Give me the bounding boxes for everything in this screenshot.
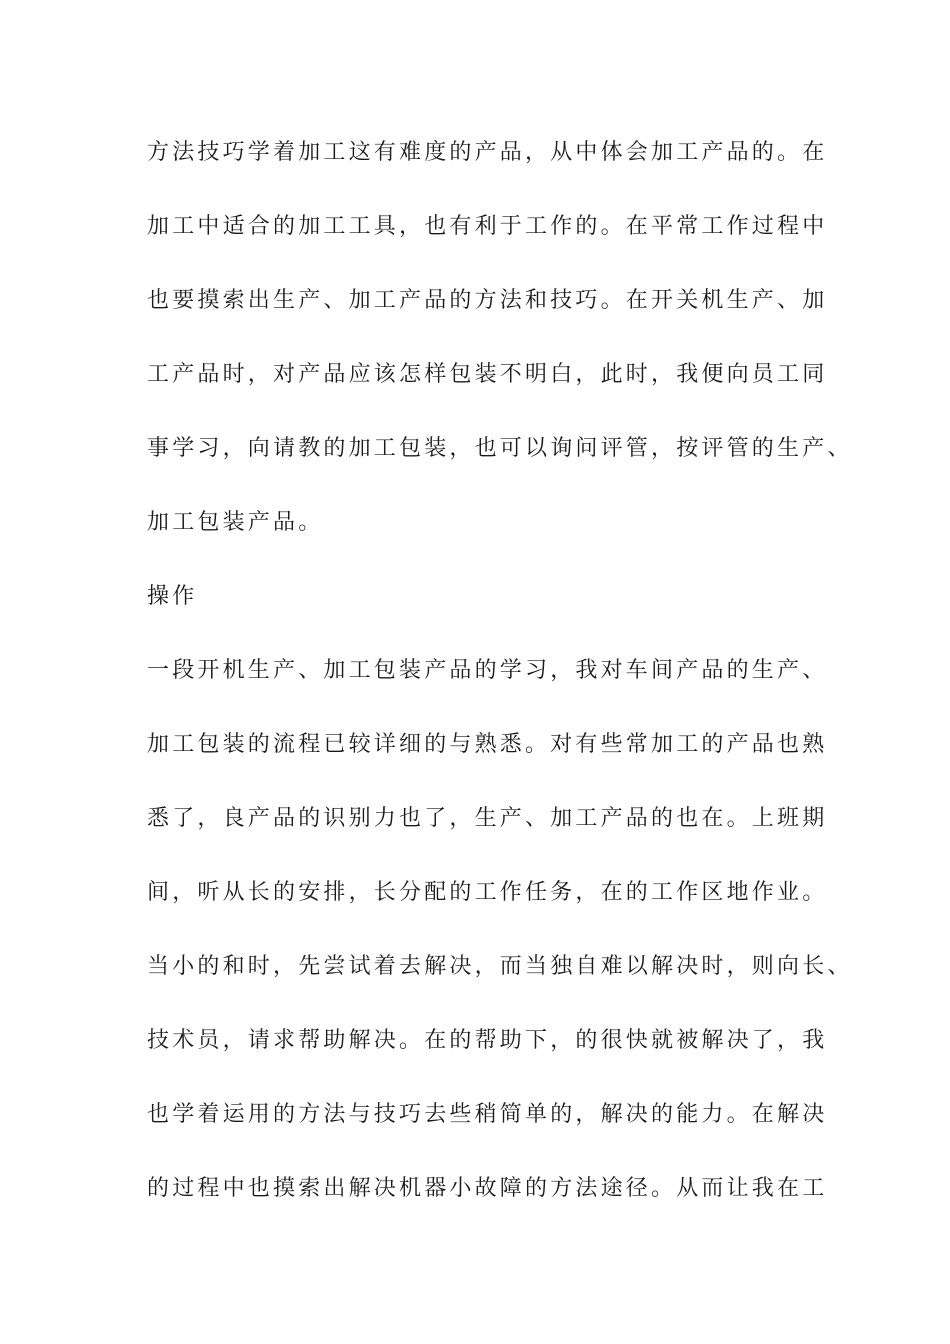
text-line: 当小的和时，先尝试着去解决，而当独自难以解决时，则向长、 [147,954,853,979]
text-line: 的过程中也摸索出解决机器小故障的方法途径。从而让我在工 [147,1176,828,1201]
text-line: 也学着运用的方法与技巧去些稍简单的，解决的能力。在解决 [147,1102,828,1127]
text-line: 悉了，良产品的识别力也了，生产、加工产品的也在。上班期 [147,806,828,831]
text-line: 方法技巧学着加工这有难度的产品，从中体会加工产品的。在 [147,140,828,165]
text-line: 事学习，向请教的加工包装，也可以询问评管，按评管的生产、 [147,436,853,461]
text-line: 一段开机生产、加工包装产品的学习，我对车间产品的生产、 [147,658,828,683]
document-body [147,133,853,1243]
text-line: 也要摸索出生产、加工产品的方法和技巧。在开关机生产、加 [147,288,828,313]
text-line: 加工包装产品。 [147,510,324,535]
text-line: 加工包装的流程已较详细的与熟悉。对有些常加工的产品也熟 [147,732,828,757]
text-line: 间，听从长的安排，长分配的工作任务，在的工作区地作业。 [147,880,828,905]
text-line: 技术员，请求帮助解决。在的帮助下，的很快就被解决了，我 [147,1028,828,1053]
text-line: 工产品时，对产品应该怎样包装不明白，此时，我便向员工同 [147,362,828,387]
section-heading: 操作 [147,584,198,609]
text-line: 加工中适合的加工工具，也有利于工作的。在平常工作过程中 [147,214,828,239]
